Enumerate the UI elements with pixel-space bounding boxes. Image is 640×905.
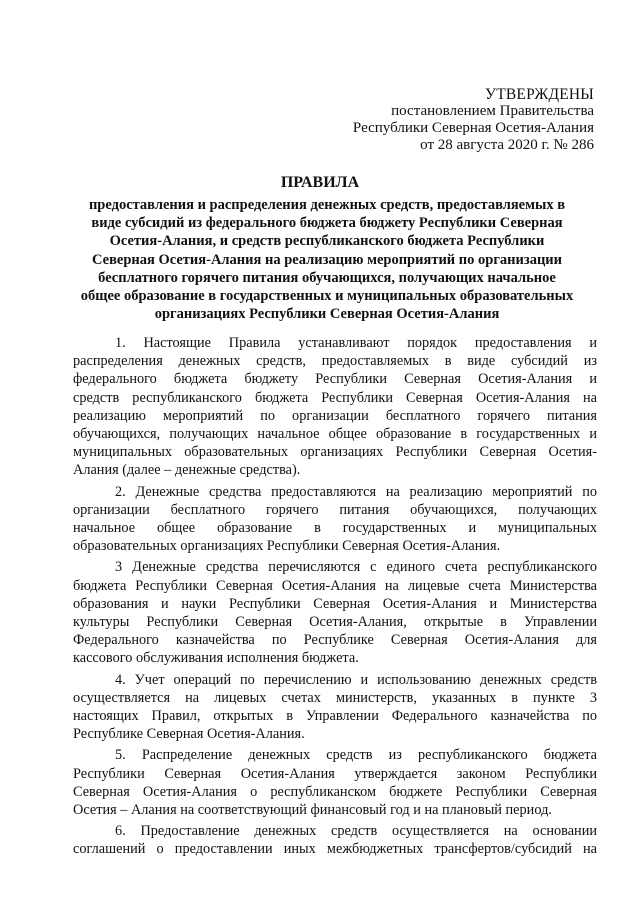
approval-block (353, 86, 594, 154)
paragraph-4 (73, 671, 597, 744)
paragraph-line: начальное общее образование в государственных и муниципальных (73, 520, 597, 537)
approval-line-1: постановлением Правительства (391, 103, 594, 119)
paragraph-line: соглашений о предоставлении иных межбюджетных трансфертов/субсидий на (73, 841, 597, 858)
paragraph-line: распределения денежных средств, предоставляемых в виде субсидий из (73, 353, 597, 370)
paragraph-line: Республике Северная Осетия-Алания. (73, 726, 305, 743)
paragraph-line: федерального бюджета бюджету Республики Северная Осетия-Алания и (73, 371, 597, 388)
subtitle-line: виде субсидий из федерального бюджета бюджету Республики Северная (91, 215, 563, 232)
paragraph-line: Республики Северная Осетия-Алания утверждается законом Республики (73, 765, 597, 782)
paragraph-line: 3 Денежные средства перечисляются с единого счета республиканского (115, 559, 597, 576)
paragraph-line: настоящих Правил, открытых в Управлении Федерального казначейства по (73, 708, 597, 725)
paragraph-1 (73, 334, 597, 480)
paragraph-line: муниципальных образовательных организациях Республики Северная Осетия- (73, 444, 597, 461)
paragraph-line: обучающихся, получающих начальное общее образование в государственных и (73, 426, 597, 443)
paragraph-line: средств республиканского бюджета Республики Северная Осетия-Алания на (73, 389, 597, 406)
paragraph-line: организации бесплатного горячего питания обучающихся, получающих (73, 501, 597, 518)
subtitle-line: бесплатного горячего питания обучающихся, получающих начальное (98, 269, 556, 286)
paragraph-line: Осетия – Алания на соответствующий финансовый год и на плановый период. (73, 802, 552, 819)
paragraph-line: 4. Учет операций по перечислению и использованию денежных средств (115, 671, 597, 688)
document-body (73, 334, 597, 862)
paragraph-line: 6. Предоставление денежных средств осуществляется на основании (115, 823, 597, 840)
subtitle-line: Северная Осетия-Алания на реализацию мероприятий по организации (91, 251, 563, 268)
paragraph-line: реализацию мероприятий по организации бесплатного горячего питания (73, 407, 597, 424)
paragraph-line: Северная Осетия-Алания о республиканском бюджете Республики Северная (73, 783, 597, 800)
subtitle-line: Осетия-Алания, и средств республиканского бюджета Республики (109, 233, 545, 250)
paragraph-line: кассового обслуживания исполнения бюджета. (73, 650, 359, 667)
paragraph-5 (73, 746, 597, 819)
paragraph-line: 5. Распределение денежных средств из республиканского бюджета (115, 747, 597, 764)
document-title: ПРАВИЛА (280, 174, 360, 191)
paragraph-line: Федерального казначейства по Республике Северная Осетия-Алания для (73, 632, 597, 649)
paragraph-line: бюджета Республики Северная Осетия-Алания на лицевые счета Министерства (73, 577, 597, 594)
paragraph-6 (73, 822, 597, 858)
paragraph-line: образовательных организациях Республики Северная Осетия-Алания. (73, 538, 501, 555)
subtitle-line: общее образование в государственных и муниципальных образовательных (80, 288, 574, 305)
paragraph-line: Алания (далее – денежные средства). (73, 462, 301, 479)
approval-line-3: от 28 августа 2020 г. № 286 (420, 137, 594, 153)
approval-title: УТВЕРЖДЕНЫ (485, 86, 594, 103)
paragraph-line: культуры Республики Северная Осетия-Алания, открытые в Управлении (73, 614, 597, 631)
paragraph-line: 1. Настоящие Правила устанавливают порядок предоставления и (115, 335, 597, 351)
paragraph-line: осуществляется на лицевых счетах министерств, указанных в пункте 3 (73, 689, 597, 706)
document-subtitle (62, 196, 592, 323)
paragraph-line: образования и науки Республики Северная Осетия-Алания и Министерства (73, 595, 597, 612)
subtitle-line: предоставления и распределения денежных средств, предоставляемых в (88, 197, 566, 213)
approval-line-2: Республики Северная Осетия-Алания (352, 120, 594, 136)
paragraph-line: 2. Денежные средства предоставляются на реализацию мероприятий по (115, 483, 597, 500)
paragraph-3 (73, 558, 597, 667)
subtitle-line: организациях Республики Северная Осетия-Алания (154, 306, 500, 323)
paragraph-2 (73, 483, 597, 556)
